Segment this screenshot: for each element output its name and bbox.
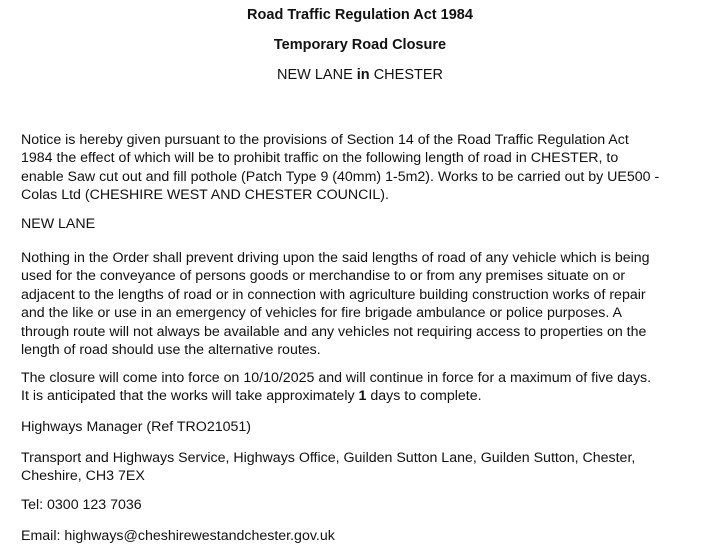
email-paragraph — [21, 527, 711, 545]
address-paragraph — [21, 449, 711, 486]
closure-type-title: Temporary Road Closure — [273, 37, 447, 53]
address-line: Transport and Highways Service, Highways Office, Guilden Sutton Lane, Guilden Sutton, Chester, — [21, 450, 636, 466]
notice-line: Colas Ltd (CHESHIRE WEST AND CHESTER COUNCIL). — [21, 187, 389, 204]
duration-days: 1 — [358, 388, 367, 405]
closure-dates-line: The closure will come into force on 10/10/2025 and will continue in force for a maximum of five days. — [21, 370, 652, 386]
notice-line: enable Saw cut out and fill pothole (Patch Type 9 (40mm) 1-5m2). Works to be carried out by UE500 - — [21, 168, 660, 185]
closure-paragraph — [21, 369, 711, 406]
closure-duration-line — [21, 387, 711, 405]
telephone-paragraph — [21, 496, 711, 514]
exemption-line: and the like or use in an emergency of vehicles for fire brigade ambulance or police purposes. A — [21, 305, 622, 322]
highways-manager: Highways Manager (Ref TRO21051) — [21, 419, 251, 435]
notice-paragraph — [21, 131, 711, 205]
exemption-line: length of road should use the alternative routes. — [21, 342, 321, 359]
road-name-heading: NEW LANE — [277, 67, 353, 83]
road-location-title — [0, 67, 720, 83]
duration-text-before: It is anticipated that the works will take approximately — [21, 388, 359, 405]
notice-line: 1984 the effect of which will be to prohibit traffic on the following length of road in CHESTER, to — [21, 150, 619, 167]
road-name: NEW LANE — [21, 216, 96, 232]
duration-text-after: days to complete. — [366, 388, 482, 405]
email: Email: highways@cheshirewestandchester.gov.uk — [21, 528, 335, 544]
road-name-paragraph — [21, 215, 711, 233]
in-word: in — [356, 67, 370, 83]
notice-line: Notice is hereby given pursuant to the provisions of Section 14 of the Road Traffic Regulation Act — [21, 132, 629, 148]
exemption-paragraph — [21, 249, 711, 359]
exemption-line: adjacent to the lengths of road or in connection with agriculture building construction works of repair — [21, 286, 646, 303]
town-name-heading: CHESTER — [373, 67, 443, 83]
manager-paragraph — [21, 418, 711, 436]
act-title: Road Traffic Regulation Act 1984 — [247, 7, 473, 23]
address-line: Cheshire, CH3 7EX — [21, 468, 145, 485]
telephone: Tel: 0300 123 7036 — [21, 497, 142, 513]
exemption-line: through route will not always be available and any vehicles not requiring access to properties on the — [21, 323, 647, 340]
exemption-line: used for the conveyance of persons goods or merchandise to or from any premises situate on or — [21, 268, 626, 285]
exemption-line: Nothing in the Order shall prevent driving upon the said lengths of road of any vehicle which is being — [21, 250, 650, 266]
